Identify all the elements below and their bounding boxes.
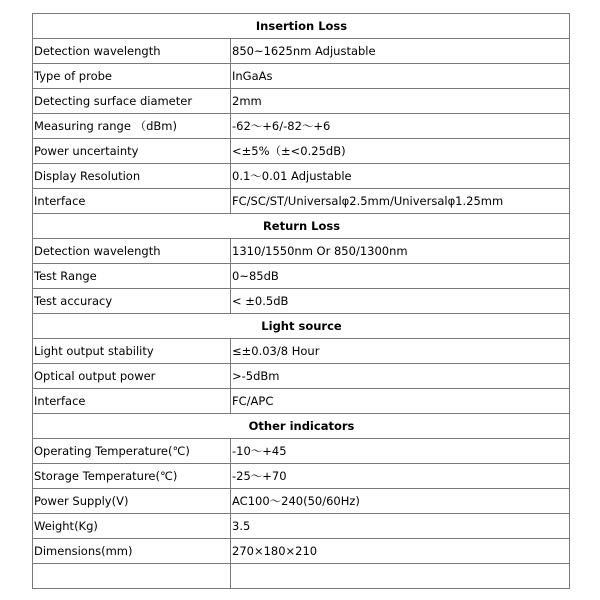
spec-label-cell: Interface — [33, 389, 231, 414]
spec-value-cell — [231, 564, 570, 589]
table-row — [33, 464, 570, 489]
spec-value-cell: >-5dBm — [231, 364, 570, 389]
spec-value-cell: -62～+6/-82～+6 — [231, 114, 570, 139]
table-row — [33, 489, 570, 514]
section-header-row — [33, 414, 570, 439]
table-row — [33, 389, 570, 414]
spec-value-cell: FC/APC — [231, 389, 570, 414]
spec-value-cell: 0~85dB — [231, 264, 570, 289]
section-title: Insertion Loss — [33, 14, 570, 39]
section-title: Light source — [33, 314, 570, 339]
section-header-row — [33, 314, 570, 339]
table-row — [33, 114, 570, 139]
spec-value-cell: 850~1625nm Adjustable — [231, 39, 570, 64]
spec-table — [32, 13, 570, 589]
spec-value-cell: 3.5 — [231, 514, 570, 539]
spec-value-cell: AC100～240(50/60Hz) — [231, 489, 570, 514]
table-row — [33, 239, 570, 264]
spec-value-cell: 0.1～0.01 Adjustable — [231, 164, 570, 189]
table-row — [33, 564, 570, 589]
spec-label-cell: Weight(Kg) — [33, 514, 231, 539]
spec-label-cell: Test Range — [33, 264, 231, 289]
spec-label-cell: Light output stability — [33, 339, 231, 364]
spec-value-cell: -25～+70 — [231, 464, 570, 489]
spec-label-cell: Test accuracy — [33, 289, 231, 314]
spec-label-cell: Type of probe — [33, 64, 231, 89]
spec-label-cell: Optical output power — [33, 364, 231, 389]
spec-value-cell: <±5%（±<0.25dB) — [231, 139, 570, 164]
spec-label-cell: Power Supply(V) — [33, 489, 231, 514]
spec-label-cell — [33, 564, 231, 589]
spec-value-cell: ≤±0.03/8 Hour — [231, 339, 570, 364]
table-row — [33, 514, 570, 539]
table-row — [33, 439, 570, 464]
table-row — [33, 289, 570, 314]
spec-label-cell: Storage Temperature(℃) — [33, 464, 231, 489]
spec-label-cell: Power uncertainty — [33, 139, 231, 164]
spec-label-cell: Detecting surface diameter — [33, 89, 231, 114]
table-row — [33, 89, 570, 114]
section-header-row — [33, 14, 570, 39]
table-row — [33, 64, 570, 89]
spec-value-cell: 2mm — [231, 89, 570, 114]
spec-label-cell: Dimensions(mm) — [33, 539, 231, 564]
table-row — [33, 364, 570, 389]
spec-table-body — [33, 14, 570, 589]
spec-value-cell: 270×180×210 — [231, 539, 570, 564]
table-row — [33, 264, 570, 289]
spec-label-cell: Operating Temperature(℃) — [33, 439, 231, 464]
spec-value-cell: -10～+45 — [231, 439, 570, 464]
table-row — [33, 339, 570, 364]
table-row — [33, 39, 570, 64]
table-row — [33, 139, 570, 164]
table-row — [33, 189, 570, 214]
section-title: Return Loss — [33, 214, 570, 239]
spec-value-cell: FC/SC/ST/Universalφ2.5mm/Universalφ1.25mm — [231, 189, 570, 214]
spec-value-cell: InGaAs — [231, 64, 570, 89]
spec-label-cell: Interface — [33, 189, 231, 214]
spec-value-cell: 1310/1550nm Or 850/1300nm — [231, 239, 570, 264]
section-header-row — [33, 214, 570, 239]
spec-label-cell: Detection wavelength — [33, 39, 231, 64]
spec-value-cell: < ±0.5dB — [231, 289, 570, 314]
spec-label-cell: Measuring range （dBm) — [33, 114, 231, 139]
section-title: Other indicators — [33, 414, 570, 439]
table-row — [33, 164, 570, 189]
spec-label-cell: Detection wavelength — [33, 239, 231, 264]
table-row — [33, 539, 570, 564]
spec-label-cell: Display Resolution — [33, 164, 231, 189]
